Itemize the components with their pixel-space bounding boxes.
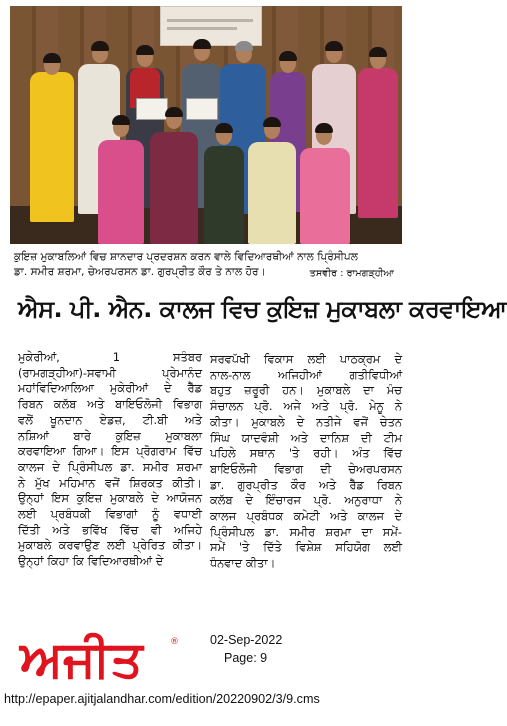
article-line: ਨਸ਼ਿਆਂ ਬਾਰੇ ਕੁਇਜ਼ ਮੁਕਾਬਲਾ — [18, 428, 202, 443]
article-line: ਸਰਵਪੱਖੀ ਵਿਕਾਸ ਲਈ ਪਾਠਕ੍ਰਮ ਦੇ — [210, 352, 402, 366]
person-hair — [193, 39, 211, 49]
article-line: ਵਲੋਂ ਖੂਨਦਾਨ ਏਡਜ਼, ਟੀ.ਬੀ ਅਤੇ — [18, 412, 202, 427]
edition-date: 02-Sep-2022 — [210, 633, 283, 647]
article-line: ਸਿੰਘ ਯਾਦਵੰਸ਼ੀ ਅਤੇ ਦਾਨਿਸ਼ ਦੀ ਟੀਮ — [210, 430, 402, 445]
banner-line — [167, 19, 253, 22]
caption-line: ਡਾ. ਸਮੀਰ ਸ਼ਰਮਾ, ਚੇਅਰਪਰਸਨ ਡਾ. ਗੁਰਪ੍ਰੀਤ ਕੌਰ ਤੇ ਨਾਲ ਹੋਰ। — [14, 266, 266, 278]
person-hair — [112, 115, 130, 125]
person-hair — [165, 107, 183, 117]
article-line: ਸੰਚਾਲਨ ਪ੍ਰੋ. ਅਜੇ ਅਤੇ ਪ੍ਰੋ. ਮੇਨੂ ਨੇ — [210, 399, 402, 414]
person — [248, 142, 296, 244]
person-hair — [279, 51, 297, 61]
article-line: (ਰਾਮਗੜ੍ਹੀਆ)-ਸਵਾਮੀ ਪ੍ਰੇਮਾਨੰਦ — [18, 365, 202, 380]
article-line: ਮੁਕਾਬਲੇ ਕਰਵਾਉਣ ਲਈ ਪ੍ਰੇਰਿਤ ਕੀਤਾ। — [18, 538, 202, 553]
certificate — [186, 98, 218, 120]
banner-line — [167, 27, 237, 30]
source-url: http://epaper.ajitjalandhar.com/edition/20220902/3/9.cms — [4, 692, 320, 706]
article-line: ਪ੍ਰਿੰਸੀਪਲ ਡਾ. ਸਮੀਰ ਸ਼ਰਮਾ ਦਾ ਸਮੇਂ- — [210, 524, 402, 539]
article-line: ਕਾਲਜ ਦੇ ਪ੍ਰਿੰਸੀਪਲ ਡਾ. ਸਮੀਰ ਸ਼ਰਮਾ — [18, 459, 202, 474]
article-line: ਮਹਾਂਵਿਦਿਆਲਿਆ ਮੁਕੇਰੀਆਂ ਦੇ ਰੈੱਡ — [18, 381, 202, 396]
photo-credit: ਤਸਵੀਰ : ਰਾਮਗੜ੍ਹੀਆ — [309, 268, 394, 279]
person-hair — [91, 41, 109, 51]
article-line: ਮੁਕੇਰੀਆਂ, 1 ਸਤੰਬਰ — [18, 350, 202, 364]
article-line: ਨੇ ਮੁੱਖ ਮਹਿਮਾਨ ਵਜੋਂ ਸ਼ਿਰਕਤ ਕੀਤੀ। — [18, 475, 202, 490]
article-line: ਪਹਿਲੇ ਸਥਾਨ 'ਤੇ ਰਹੀ। ਅੰਤ ਵਿੱਚ — [210, 446, 402, 461]
photo-banner — [160, 6, 262, 46]
person-hair — [325, 41, 343, 51]
article-column-left — [18, 350, 202, 570]
person-hair — [136, 45, 154, 55]
article-line: ਬਾਇਓਲੋਜੀ ਵਿਭਾਗ ਦੀ ਚੇਅਰਪਰਸਨ — [210, 461, 402, 476]
person — [300, 148, 350, 244]
news-photo — [10, 6, 402, 244]
headline: ਐਸ. ਪੀ. ਐਨ. ਕਾਲਜ ਵਿਚ ਕੁਇਜ਼ ਮੁਕਾਬਲਾ ਕਰਵਾਇਆ — [18, 295, 507, 323]
person-hair — [315, 123, 333, 133]
article-line: ਸਮੇਂ 'ਤੇ ਦਿੱਤੇ ਵਿਸ਼ੇਸ਼ ਸਹਿਯੋਗ ਲਈ — [210, 540, 402, 555]
certificate — [136, 98, 168, 120]
article-line: ਧੰਨਵਾਦ ਕੀਤਾ। — [210, 556, 276, 571]
person-hair — [43, 53, 61, 63]
article-line: ਕਲੱਬ ਦੇ ਇੰਚਾਰਜ ਪ੍ਰੋ. ਅਨੁਰਾਧਾ ਨੇ — [210, 493, 402, 508]
article-line: ਕਾਲਜ ਪ੍ਰਬੰਧਕ ਕਮੇਟੀ ਅਤੇ ਕਾਲਜ ਦੇ — [210, 509, 402, 524]
ajit-logo — [18, 622, 158, 686]
article-line: ਨਾਲ-ਨਾਲ ਅਜਿਹੀਆਂ ਗਤੀਵਿਧੀਆਂ — [210, 367, 402, 382]
person-hair — [215, 123, 233, 133]
person-hair — [263, 117, 281, 127]
logo-text: ਅਜੀਤ — [20, 630, 143, 688]
article-line: ਕੀਤਾ। ਮੁਕਾਬਲੇ ਦੇ ਨਤੀਜੇ ਵਜੋਂ ਚੇਤਨ — [210, 414, 402, 429]
article-line: ਉਨ੍ਹਾਂ ਇਸ ਕੁਇਜ਼ ਮੁਕਾਬਲੇ ਦੇ ਆਯੋਜਨ — [18, 491, 202, 506]
person — [30, 72, 74, 222]
article-line: ਡਾ. ਗੁਰਪ੍ਰੀਤ ਕੌਰ ਅਤੇ ਰੈੱਡ ਰਿਬਨ — [210, 477, 402, 492]
article-line: ਬਹੁਤ ਜ਼ਰੂਰੀ ਹਨ। ਮੁਕਾਬਲੇ ਦਾ ਮੰਚ — [210, 383, 402, 398]
article-line: ਕਰਵਾਇਆ ਗਿਆ। ਇਸ ਪ੍ਰੋਗਰਾਮ ਵਿੱਚ — [18, 444, 202, 459]
article-line: ਲਈ ਪ੍ਰਬੰਧਕੀ ਵਿਭਾਗਾਂ ਨੂੰ ਵਧਾਈ — [18, 507, 202, 522]
registered-mark: ® — [170, 637, 179, 647]
person — [358, 68, 398, 218]
photo-caption — [14, 250, 404, 280]
person — [98, 140, 144, 244]
person — [204, 146, 244, 244]
person-hair — [235, 41, 253, 51]
person — [150, 132, 198, 244]
person-hair — [369, 47, 387, 57]
article-line: ਉਨ੍ਹਾਂ ਕਿਹਾ ਕਿ ਵਿਦਿਆਰਥੀਆਂ ਦੇ — [18, 554, 164, 569]
article-column-right — [210, 352, 402, 572]
article-line: ਦਿੱਤੀ ਅਤੇ ਭਵਿੱਖ ਵਿੱਚ ਵੀ ਅਜਿਹੇ — [18, 522, 202, 537]
caption-line: ਕੁਇਜ਼ ਮੁਕਾਬਲਿਆਂ ਵਿਚ ਸ਼ਾਨਦਾਰ ਪ੍ਰਦਰਸ਼ਨ ਕਰਨ ਵਾਲੇ ਵਿਦਿਆਰਥੀਆਂ ਨਾਲ ਪ੍ਰਿੰਸੀਪਲ — [14, 251, 358, 263]
article-line: ਰਿਬਨ ਕਲੱਬ ਅਤੇ ਬਾਇਓਲੋਜੀ ਵਿਭਾਗ — [18, 397, 202, 412]
page-number: Page: 9 — [224, 651, 268, 665]
